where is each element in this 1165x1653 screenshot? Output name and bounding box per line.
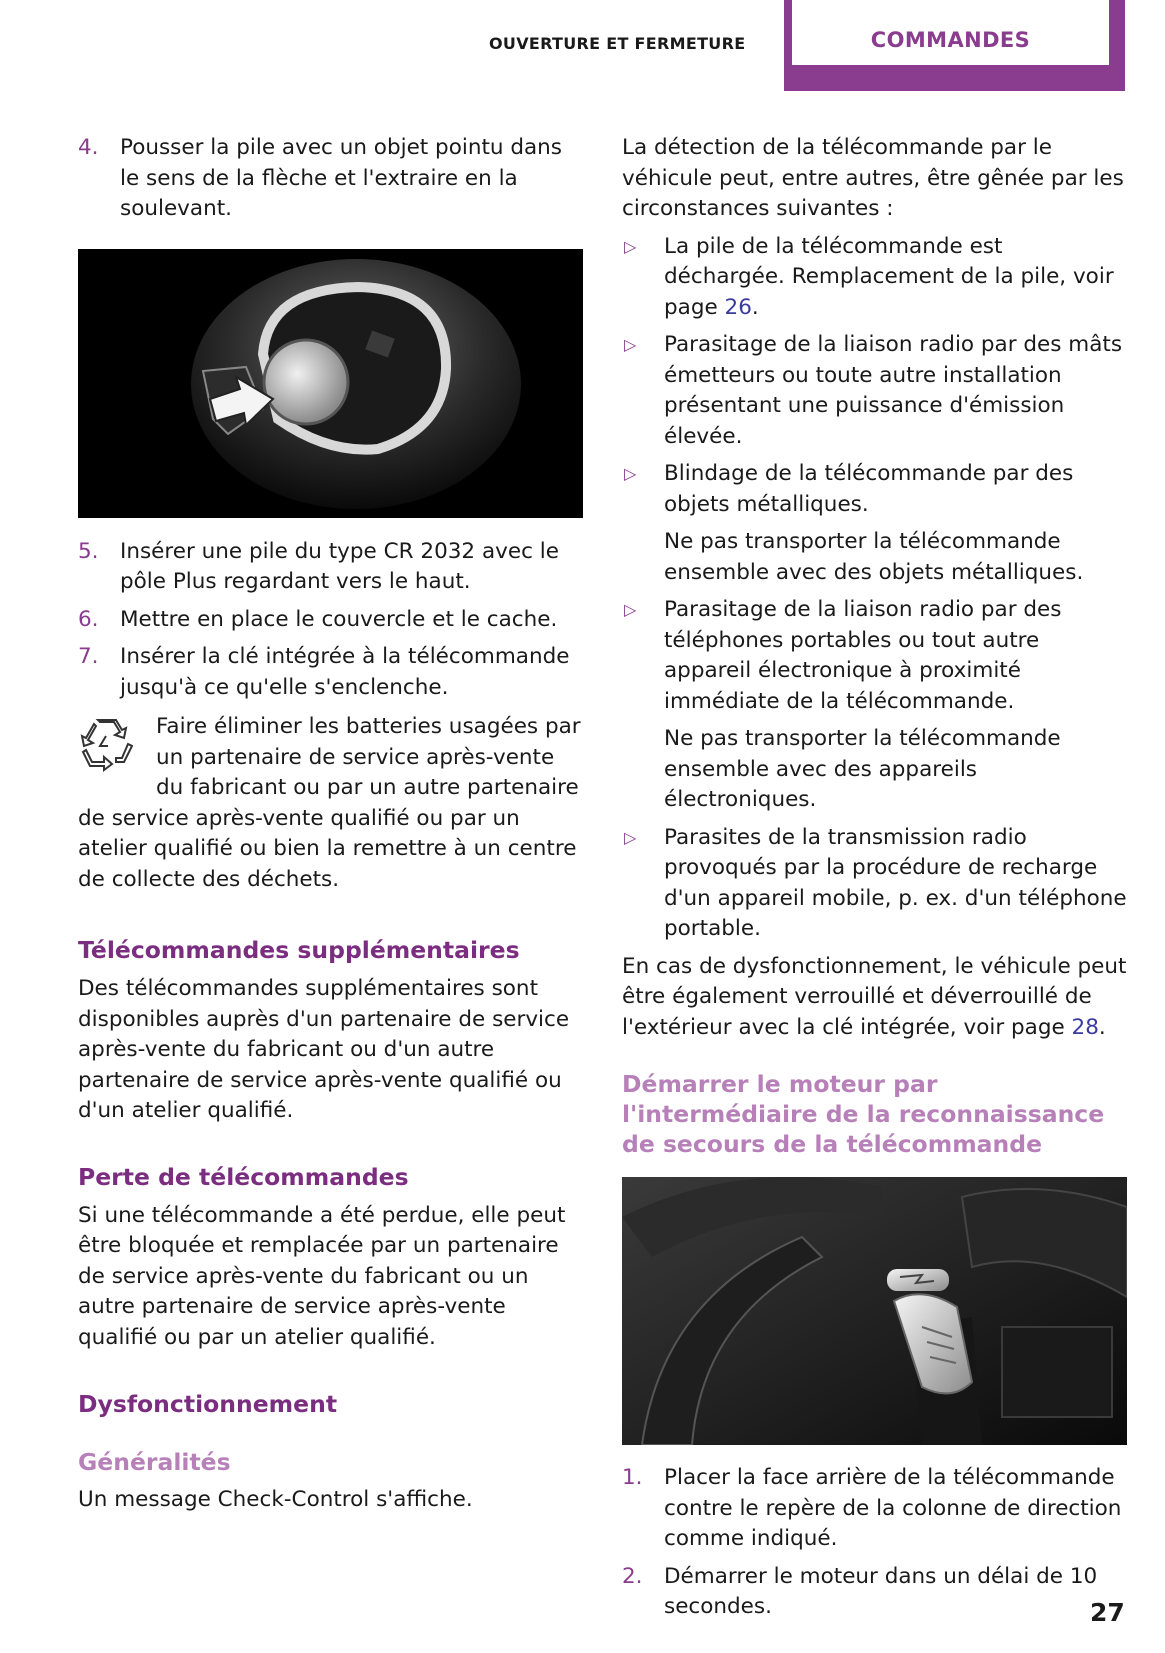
left-column — [78, 133, 583, 1516]
recycling-note-body: Faire éliminer les batteries usagées par un partenaire de service après-vente du fabricant ou par un autre partenaire de service après-vente qualifié ou par un atelier qualifié ou bien la remettre à un centre de collecte des déchets. — [78, 714, 581, 892]
step-4 — [78, 133, 583, 225]
recycle-icon — [78, 714, 136, 772]
step-text: Démarrer le moteur dans un délai de 10 secondes. — [664, 1563, 1098, 1619]
right-column — [622, 133, 1127, 1630]
bullet-battery-discharged — [622, 232, 1127, 324]
step-number: 4. — [78, 135, 99, 160]
bullet-mobile-phones — [622, 595, 1127, 717]
bullet-radio-masts — [622, 330, 1127, 452]
paragraph-text: En cas de dysfonctionnement, le véhicule peut être également verrouillé et déverrouillé de l'extérieur avec la clé intégrée, voir page — [622, 953, 1127, 1040]
step-number: 1. — [622, 1465, 643, 1490]
running-header-section: OUVERTURE ET FERMETURE — [489, 34, 746, 53]
step-number: 5. — [78, 538, 99, 564]
step-number: 6. — [78, 606, 99, 632]
recycling-note — [78, 712, 583, 895]
step-6 — [78, 605, 583, 636]
bullet-text: Blindage de la télécommande par des objets métalliques. — [664, 461, 1074, 517]
bullet-text: Parasitage de la liaison radio par des mâts émetteurs ou toute autre installation présentant une puissance d'émission élevée. — [664, 332, 1123, 449]
steering-column-drawing — [622, 1177, 1127, 1445]
heading-supplementary-remotes: Télécommandes supplémentaires — [78, 936, 520, 964]
bullet-text-end: . — [751, 294, 759, 320]
page-link-28[interactable]: 28 — [1071, 1014, 1099, 1040]
step-text: Mettre en place le couvercle et le cache. — [120, 606, 558, 632]
bullet-triangle-icon: ▷ — [624, 464, 637, 483]
paragraph-detection-intro: La détection de la télécommande par le véhicule peut, entre autres, être gênée par les circonstances suivantes : — [622, 135, 1124, 221]
step-text: Insérer la clé intégrée à la télécommande jusqu'à ce qu'elle s'enclenche. — [120, 644, 570, 700]
step-7 — [78, 642, 583, 703]
bullet-triangle-icon: ▷ — [624, 827, 637, 847]
steering-column-illustration — [622, 1177, 1127, 1445]
step-number: 7. — [78, 644, 99, 669]
step-2 — [622, 1562, 1127, 1623]
chapter-tab — [784, 0, 1125, 91]
paragraph-general: Un message Check-Control s'affiche. — [78, 1487, 473, 1512]
bullet-mobile-phones-note: Ne pas transporter la télécommande ensemble avec des appareils électroniques. — [664, 726, 1061, 812]
bullet-text: Parasites de la transmission radio provoqués par la procédure de recharge d'un appareil mobile, p. ex. d'un téléphone portable. — [664, 824, 1127, 941]
step-text: Placer la face arrière de la télécommande contre le repère de la colonne de direction comme indiqué. — [664, 1465, 1122, 1551]
chapter-tab-label: COMMANDES — [870, 28, 1031, 52]
chapter-tab-inner — [792, 0, 1109, 65]
bullet-text: La pile de la télécommande est déchargée. Remplacement de la pile, voir page — [664, 233, 1114, 320]
bullet-triangle-icon: ▷ — [624, 236, 637, 256]
step-1 — [622, 1463, 1127, 1555]
heading-malfunction: Dysfonctionnement — [78, 1390, 338, 1418]
paragraph-lost-remotes: Si une télécommande a été perdue, elle peut être bloquée et remplacée par un partenaire de service après-vente du fabricant ou un autre partenaire de service après-vente qualifié ou par un atelier qualifié. — [78, 1202, 566, 1350]
heading-lost-remotes: Perte de télécommandes — [78, 1162, 409, 1191]
bullet-charging-interference — [622, 823, 1127, 945]
bullet-metal-shielding — [622, 459, 1127, 520]
heading-general: Généralités — [78, 1448, 231, 1476]
bullet-triangle-icon: ▷ — [624, 335, 637, 354]
recycling-note-text — [78, 712, 583, 895]
battery-removal-illustration — [78, 249, 583, 518]
page-link-26[interactable]: 26 — [724, 294, 752, 320]
step-text: Pousser la pile avec un objet pointu dans le sens de la flèche et l'extraire en la soulevant. — [120, 135, 562, 221]
bullet-metal-shielding-note: Ne pas transporter la télécommande ensemble avec des objets métalliques. — [664, 529, 1084, 585]
bullet-text: Parasitage de la liaison radio par des téléphones portables ou tout autre appareil électronique à proximité immédiate de la télécommande. — [664, 597, 1062, 714]
paragraph-malfunction-integrated-key — [622, 952, 1127, 1044]
step-5 — [78, 537, 583, 598]
page-number: 27 — [1090, 1598, 1125, 1627]
battery-removal-drawing — [78, 249, 583, 518]
paragraph-text-end: . — [1098, 1014, 1106, 1040]
step-number: 2. — [622, 1563, 643, 1589]
heading-start-engine-emergency: Démarrer le moteur par l'intermédiaire de la reconnaissance de secours de la télécommande — [622, 1070, 1105, 1158]
bullet-triangle-icon: ▷ — [624, 600, 637, 619]
step-text: Insérer une pile du type CR 2032 avec le pôle Plus regardant vers le haut. — [120, 538, 559, 594]
paragraph-supplementary-remotes: Des télécommandes supplémentaires sont disponibles auprès d'un partenaire de service après-vente du fabricant ou d'un autre partenaire de service après-vente qualifié ou d'un atelier qualifié. — [78, 976, 570, 1123]
